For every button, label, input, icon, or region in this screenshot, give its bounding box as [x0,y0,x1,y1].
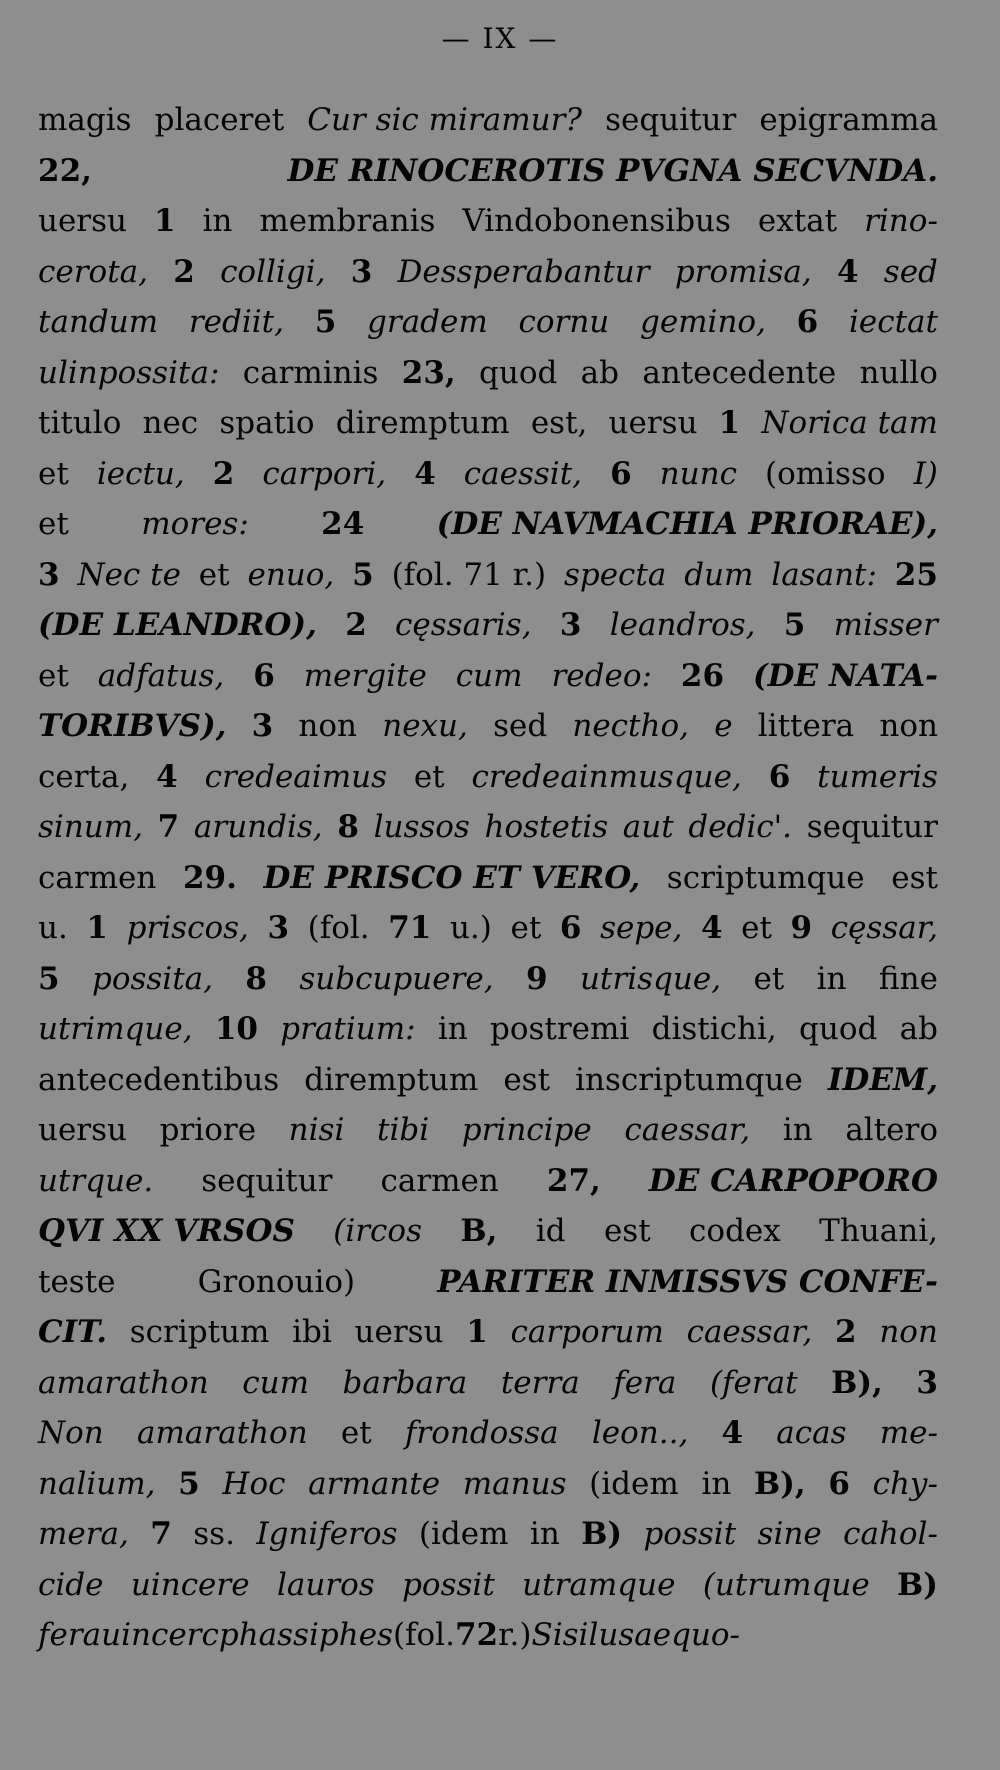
text-run: utrisque, [579,960,722,997]
text-run: quod [479,354,558,391]
text-run: TORIBVS), [38,708,227,744]
text-run: caessar, [686,1314,813,1350]
text-run: uersu [38,203,128,239]
text-run: est [603,1213,651,1249]
text-line [38,853,938,904]
text-line [38,1509,938,1560]
text-run: priscos, [126,910,249,946]
text-run: nexu, [382,708,468,744]
text-run: 9 [790,910,813,946]
text-run: sequitur [605,102,737,138]
text-run: 1 [466,1314,488,1350]
text-run: scriptum [129,1314,270,1350]
text-run: B) [897,1566,938,1603]
text-run: quod [799,1011,878,1047]
text-run: cum [242,1364,309,1401]
text-run: uincere [130,1566,250,1603]
text-run: codex [689,1213,781,1249]
text-run: promisa, [674,253,812,290]
text-run: 1 [153,203,176,239]
text-run: antecedentibus [38,1061,280,1098]
text-run: 4 [836,253,859,290]
text-run: gemino, [639,304,766,340]
text-run: 6 [253,657,275,694]
text-run: sequitur [806,809,938,845]
text-run: carporum [510,1314,664,1350]
text-run: Dessperabantur [397,253,650,290]
text-run: 8 [337,809,359,845]
text-run: et [340,1415,372,1451]
text-run: 6 [768,758,791,795]
text-run: u. [38,910,68,946]
text-run: 5 [783,607,806,643]
text-line [38,398,938,449]
text-run: (omisso [764,455,886,492]
text-run: 6 [828,1465,850,1502]
text-run: et [413,758,445,795]
text-run: fine [878,960,938,997]
text-run: utrque. [38,1162,154,1199]
text-run: leon.., [591,1415,689,1451]
text-run: 3 [38,556,60,593]
text-run: phassiphes [218,1617,393,1653]
text-run: utrimque, [38,1011,193,1047]
text-run: colligi, [220,253,326,290]
text-run: amarathon [38,1364,209,1401]
text-run: tumeris [817,758,938,795]
text-run: 7 [157,809,180,845]
text-run: Vindobonensibus [462,203,731,239]
text-run: in [782,1112,813,1148]
text-run: 5 [314,304,337,340]
text-run: titulo [38,405,122,441]
text-run: lasant: [771,556,877,593]
text-run: DE PRISCO ET VERO, [263,859,641,896]
text-run: Cur sic miramur? [307,102,583,138]
text-run: et [38,657,69,694]
text-run: sed [883,253,938,290]
text-run: et [38,455,69,492]
text-run: extat [757,203,838,239]
text-run: 2 [345,607,367,643]
text-run: carmen [38,859,157,896]
text-run: 27, [546,1162,601,1199]
text-run: cęssaris, [395,607,532,643]
text-run: iectat [848,304,938,340]
text-run: Norica tam [761,405,938,441]
text-line [38,146,938,197]
text-run: hostetis [484,809,609,845]
text-run: ulinpossita: [38,354,220,391]
text-line [38,1560,938,1611]
text-run: rino- [864,203,938,239]
text-run: (DE NATA- [753,657,938,694]
text-run: non [879,708,938,744]
text-run: 8 [245,960,267,997]
text-run: antecedente [642,354,837,391]
text-run: me- [879,1415,938,1451]
text-line [38,1105,938,1156]
text-run: non [879,1314,938,1350]
text-run: spatio [219,405,315,441]
text-run: aut [622,809,674,845]
text-run: ab [899,1011,938,1047]
text-run: diremptum [335,405,510,441]
text-run: pratium: [280,1011,416,1047]
text-run: altero [845,1112,938,1148]
text-run: nectho, [572,708,689,744]
text-run: sine [757,1516,822,1552]
text-run: Nec te [77,556,181,593]
text-line [38,802,938,853]
text-line [38,348,938,399]
text-line [38,247,938,298]
text-run: 24 [321,506,365,542]
text-line [38,1055,938,1106]
text-run: Non [38,1415,104,1451]
text-run: Thuani, [819,1213,938,1249]
text-run: B) [581,1516,623,1552]
text-run: (ircos [333,1213,422,1249]
text-run: 3 [267,910,290,946]
text-run: 5 [38,960,60,997]
text-run: CIT. [38,1314,108,1350]
text-run: iectu, [96,455,185,492]
text-run: credeainmusque, [471,758,742,795]
text-run: DE CARPOPORO [648,1162,938,1199]
text-run: nalium, [38,1465,156,1502]
text-run: in [701,1465,732,1502]
text-run: Gronouio) [197,1263,356,1300]
text-run: priore [159,1112,257,1148]
text-run: placeret [154,102,285,138]
text-run: 71 [388,910,432,946]
text-run: 1 [718,405,741,441]
text-run: fera [38,1617,102,1653]
text-run: specta [563,556,667,593]
text-run: (DE LEANDRO), [38,607,317,643]
text-run: QVI XX VRSOS [38,1213,295,1249]
text-run: 25 [894,556,938,593]
text-run: silus [562,1617,635,1653]
text-run: possit [402,1566,495,1603]
text-run: cęssar, [830,910,938,946]
text-run: sed [493,708,548,744]
text-run: 2 [173,253,195,290]
text-line [38,1156,938,1207]
text-run: est [503,1061,551,1098]
text-run: principe [461,1112,592,1148]
text-run: chy- [872,1465,938,1502]
text-line [38,449,938,500]
text-run: ibi [292,1314,332,1350]
text-run: diremptum [304,1061,479,1098]
text-run: in [529,1516,560,1552]
text-run: cum [455,657,523,694]
text-run: 72 [454,1617,499,1653]
text-run: manus [462,1465,567,1502]
text-run: (fol. [392,1617,455,1653]
text-run: mergite [303,657,427,694]
text-run: subcupuere, [299,960,494,997]
text-run: (idem [418,1516,509,1552]
text-run: cerota, [38,253,148,290]
text-run: nullo [859,354,938,391]
text-run: I) [913,455,938,492]
text-run: 4 [721,1415,744,1451]
text-run: lauros [276,1566,375,1603]
text-run: Hoc [222,1465,286,1502]
text-run: 6 [610,455,632,492]
text-run: Igniferos [256,1516,398,1552]
text-run: littera [757,708,855,744]
text-run: 2 [212,455,235,492]
text-run: credeaimus [204,758,387,795]
text-run: 3 [916,1364,938,1401]
text-run: 29. [182,859,237,896]
text-run: est [891,859,938,896]
text-line [38,701,938,752]
text-run: carminis [242,354,379,391]
text-run: 6 [796,304,819,340]
text-run: sinum, [38,809,144,845]
text-run: epigramma [759,102,938,138]
text-run: (fol. [307,910,370,946]
text-run: et [38,506,69,542]
text-run: caessit, [463,455,583,492]
text-run: leandros, [609,607,756,643]
text-run: B, [460,1213,498,1249]
text-run: in [202,203,233,239]
text-run: cahol- [843,1516,938,1552]
text-run: (utrumque [702,1566,870,1603]
text-run: 5 [178,1465,200,1502]
text-run: rediit, [188,304,284,340]
text-run: (idem [589,1465,679,1502]
text-run: uersu [608,405,698,441]
text-run: cide [38,1566,104,1603]
text-run: redeo: [551,657,652,694]
text-run: adfatus, [97,657,225,694]
text-run: carpori, [262,455,387,492]
text-line [38,550,938,601]
text-run: misser [833,607,938,643]
text-line [38,1004,938,1055]
text-run: frondossa [404,1415,559,1451]
body-text [38,95,938,1661]
text-line [38,196,938,247]
text-run: possita, [91,960,214,997]
text-run: PARITER INMISSVS CONFE- [437,1263,938,1300]
text-run: possit [643,1516,737,1552]
text-run: 3 [350,253,373,290]
text-run: cornu [518,304,610,340]
text-line [38,1307,938,1358]
text-line [38,954,938,1005]
text-run: 22, [38,152,92,189]
text-run: Si [531,1617,563,1653]
text-run: carmen [380,1162,499,1199]
text-run: utramque [522,1566,676,1603]
text-run: 10 [214,1011,258,1047]
text-run: 1 [86,910,108,946]
text-run: (DE NAVMACHIA PRIORAE), [436,506,938,542]
text-line [38,651,938,702]
text-line [38,1206,938,1257]
text-run: 6 [559,910,582,946]
text-run: est, [530,405,588,441]
text-line [38,499,938,550]
text-run: membranis [259,203,436,239]
text-run: 3 [559,607,582,643]
text-run: 4 [156,758,178,795]
text-run: uersu [38,1112,128,1148]
text-run: fera [613,1364,677,1401]
text-run: acas [776,1415,847,1451]
text-run: in [437,1011,468,1047]
text-run: barbara [342,1364,468,1401]
text-run: IDEM, [827,1061,938,1098]
text-run: 9 [526,960,548,997]
text-run: magis [38,102,132,138]
text-run: tandum [38,304,159,340]
text-run: id [535,1213,566,1249]
text-run: 2 [835,1314,857,1350]
text-run: sepe, [600,910,683,946]
text-run: et [741,910,772,946]
text-line [38,1610,938,1661]
text-run: 5 [352,556,374,593]
text-run: arundis, [193,809,323,845]
text-line [38,903,938,954]
text-run: terra [500,1364,580,1401]
text-run: 4 [414,455,436,492]
text-run: 4 [700,910,723,946]
text-run: et [510,910,542,946]
text-run: uersu [354,1314,444,1350]
text-run: B), [754,1465,806,1502]
text-run: inscriptumque [575,1061,803,1098]
text-run: 3 [251,708,274,744]
text-run: e [714,708,733,744]
text-line [38,600,938,651]
text-run: armante [308,1465,441,1502]
text-run: amarathon [136,1415,308,1451]
text-run: u.) [449,910,492,946]
text-run: scriptumque [666,859,865,896]
text-run: B), [831,1364,883,1401]
text-run: nisi [288,1112,345,1148]
text-line [38,95,938,146]
text-run: distichi, [651,1011,777,1047]
text-run: et [198,556,230,593]
text-run: et [753,960,785,997]
text-run: 26 [680,657,725,694]
text-run: in [816,960,847,997]
text-line [38,1358,938,1409]
text-line [38,1257,938,1308]
page-number-header: — IX — [441,22,559,55]
text-run: uincerc [101,1617,219,1653]
text-run: non [298,708,358,744]
text-run: aequo- [634,1617,741,1653]
text-run: nunc [659,455,737,492]
text-run: 23, [401,354,456,391]
text-run: (ferat [709,1364,798,1401]
text-run: teste [38,1263,116,1300]
text-run: ss. [193,1516,235,1552]
text-line [38,752,938,803]
text-run: DE RINOCEROTIS PVGNA SECVNDA. [287,152,938,189]
text-run: ab [580,354,619,391]
text-run: certa, [38,758,130,795]
text-run: dedic'. [688,809,793,845]
text-run: nec [142,405,199,441]
text-run: r.) [498,1617,532,1653]
text-run: dum [684,556,754,593]
text-run: mera, [38,1516,129,1552]
text-run: lussos [373,809,470,845]
text-run: enuo, [247,556,335,593]
text-run: gradem [367,304,488,340]
text-run: (fol. 71 r.) [391,556,547,593]
text-line [38,1408,938,1459]
text-run: caessar, [624,1112,751,1148]
text-run: mores: [141,506,249,542]
text-line [38,297,938,348]
text-run: postremi [489,1011,630,1047]
text-line [38,1459,938,1510]
text-run: tibi [377,1112,430,1148]
text-run: 7 [150,1516,172,1552]
text-run: sequitur [201,1162,333,1199]
